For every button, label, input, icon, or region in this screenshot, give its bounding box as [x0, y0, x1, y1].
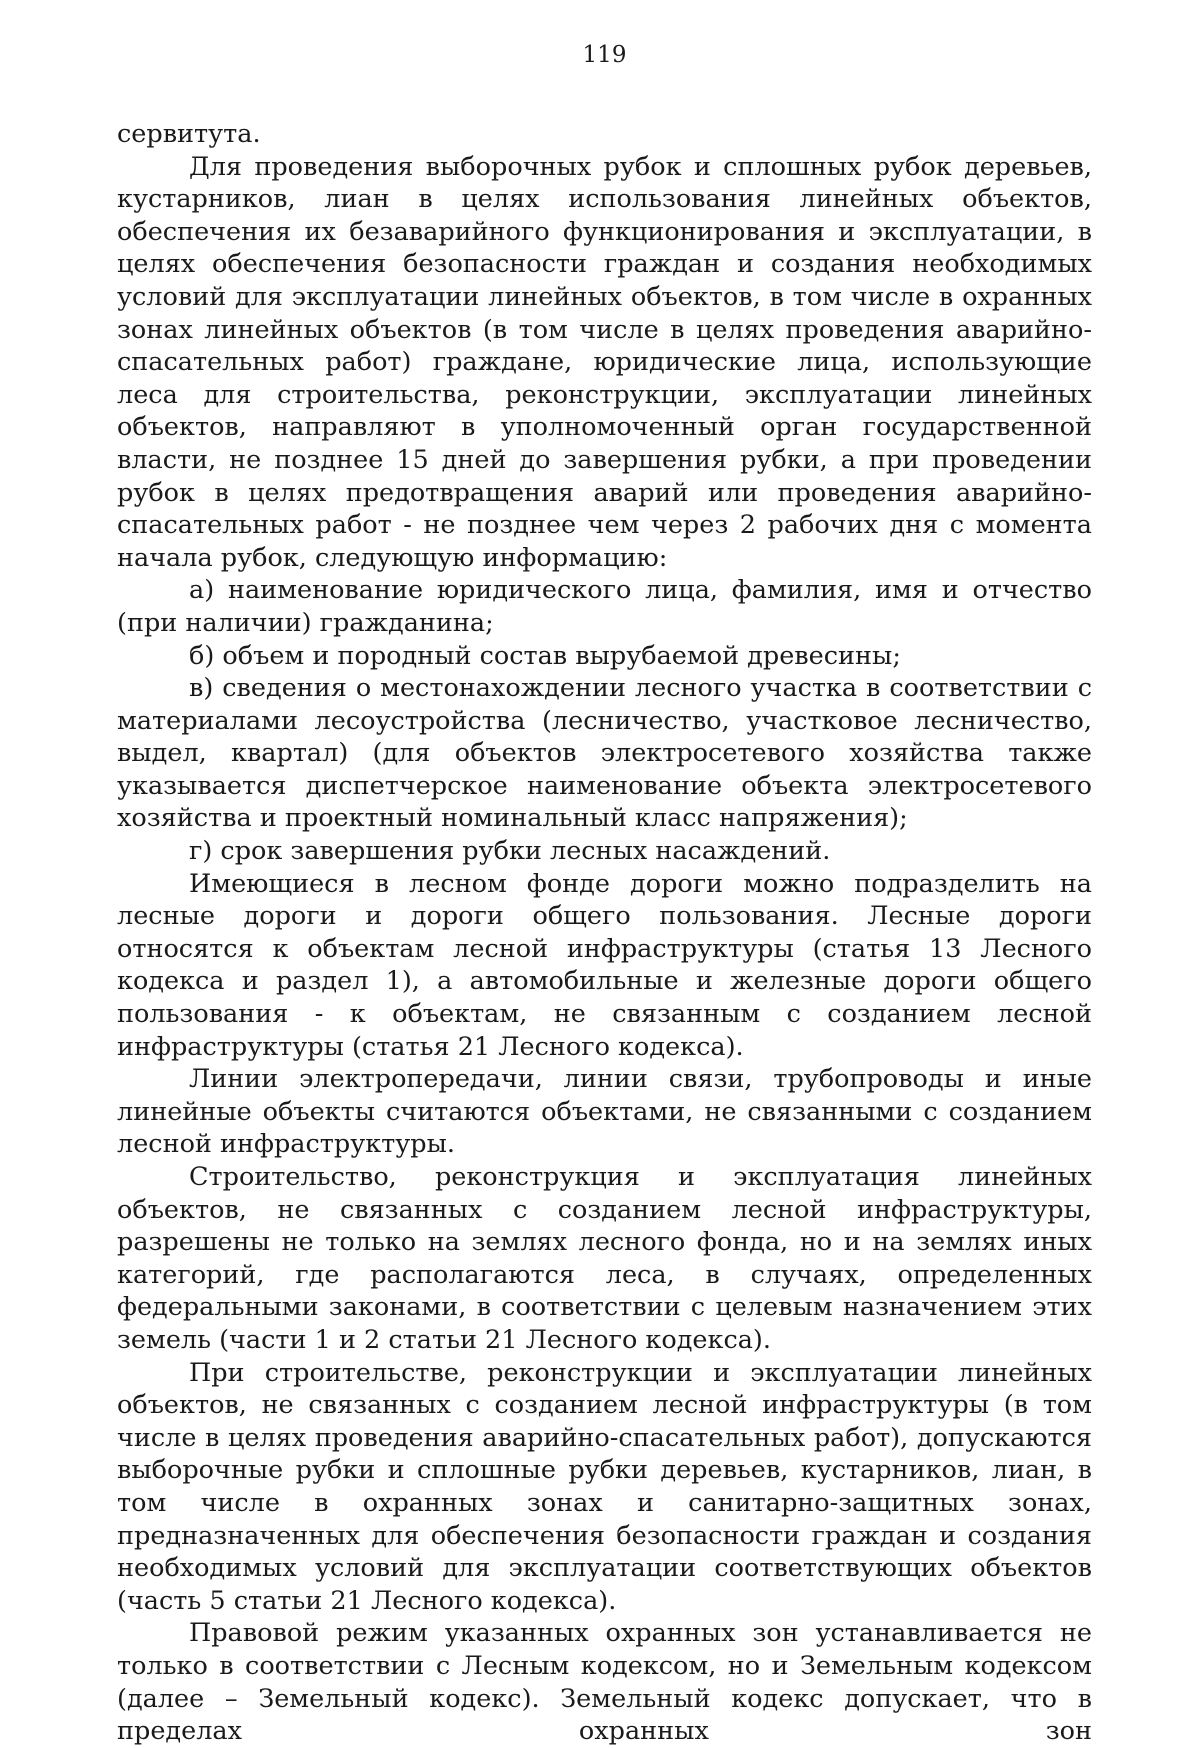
document-page	[117, 40, 1092, 1748]
paragraph-logging-permitted: При строительстве, реконструкции и эксплуатации линейных объектов, не связанных с созданием лесной инфраструктуры (в том числе в целях проведения аварийно-спасательных работ), допускаются выборочные рубки и сплошные рубки деревьев, кустарников, лиан, в том числе в охранных зонах и санитарно-защитных зонах, предназначенных для обеспечения безопасности граждан и создания необходимых условий для эксплуатации соответствующих объектов (часть 5 статьи 21 Лесного кодекса).	[117, 1357, 1092, 1616]
paragraph-legal-regime: Правовой режим указанных охранных зон устанавливается не только в соответствии с Лесным кодексом, но и Земельным кодексом (далее – Земельный кодекс). Земельный кодекс допускает, что в пределах охранных зон	[117, 1618, 1092, 1747]
paragraph-logging-info: Для проведения выборочных рубок и сплошных рубок деревьев, кустарников, лиан в целях использования линейных объектов, обеспечения их безаварийного функционирования и эксплуатации, в целях обеспечения безопасности граждан и создания необходимых условий для эксплуатации линейных объектов, в том числе в охранных зонах линейных объектов (в том числе в целях проведения аварийно-спасательных работ) граждане, юридические лица, использующие леса для строительства, реконструкции, эксплуатации линейных объектов, направляют в уполномоченный орган государственной власти, не позднее 15 дней до завершения рубки, а при проведении рубок в целях предотвращения аварий или проведения аварийно-спасательных работ - не позднее чем через 2 рабочих дня с момента начала рубок, следующую информацию:	[117, 151, 1092, 573]
document-body	[117, 118, 1092, 1748]
page-number: 119	[582, 42, 627, 68]
paragraph-forest-roads: Имеющиеся в лесном фонде дороги можно подразделить на лесные дороги и дороги общего пользования. Лесные дороги относятся к объектам лесной инфраструктуры (статья 13 Лесного кодекса и раздел 1), а автомобильные и железные дороги общего пользования - к объектам, не связанным с созданием лесной инфраструктуры (статья 21 Лесного кодекса).	[117, 868, 1092, 1062]
list-item-a: а) наименование юридического лица, фамилия, имя и отчество (при наличии) гражданина;	[117, 575, 1092, 638]
paragraph-continuation: сервитута.	[117, 119, 261, 149]
paragraph-construction: Строительство, реконструкция и эксплуатация линейных объектов, не связанных с созданием лесной инфраструктуры, разрешены не только на землях лесного фонда, но и на землях иных категорий, где располагаются леса, в случаях, определенных федеральными законами, в соответствии с целевым назначением этих земель (части 1 и 2 статьи 21 Лесного кодекса).	[117, 1162, 1092, 1355]
list-item-g: г) срок завершения рубки лесных насаждений.	[189, 836, 831, 867]
paragraph-power-lines: Линии электропередачи, линии связи, трубопроводы и иные линейные объекты считаются объектами, не связанными с созданием лесной инфраструктуры.	[117, 1064, 1092, 1160]
list-item-b: б) объем и породный состав вырубаемой древесины;	[189, 640, 901, 671]
list-item-v: в) сведения о местонахождении лесного участка в соответствии с материалами лесоустройства (лесничество, участковое лесничество, выдел, квартал) (для объектов электросетевого хозяйства также указывается диспетчерское наименование объекта электросетевого хозяйства и проектный номинальный класс напряжения);	[117, 673, 1092, 834]
